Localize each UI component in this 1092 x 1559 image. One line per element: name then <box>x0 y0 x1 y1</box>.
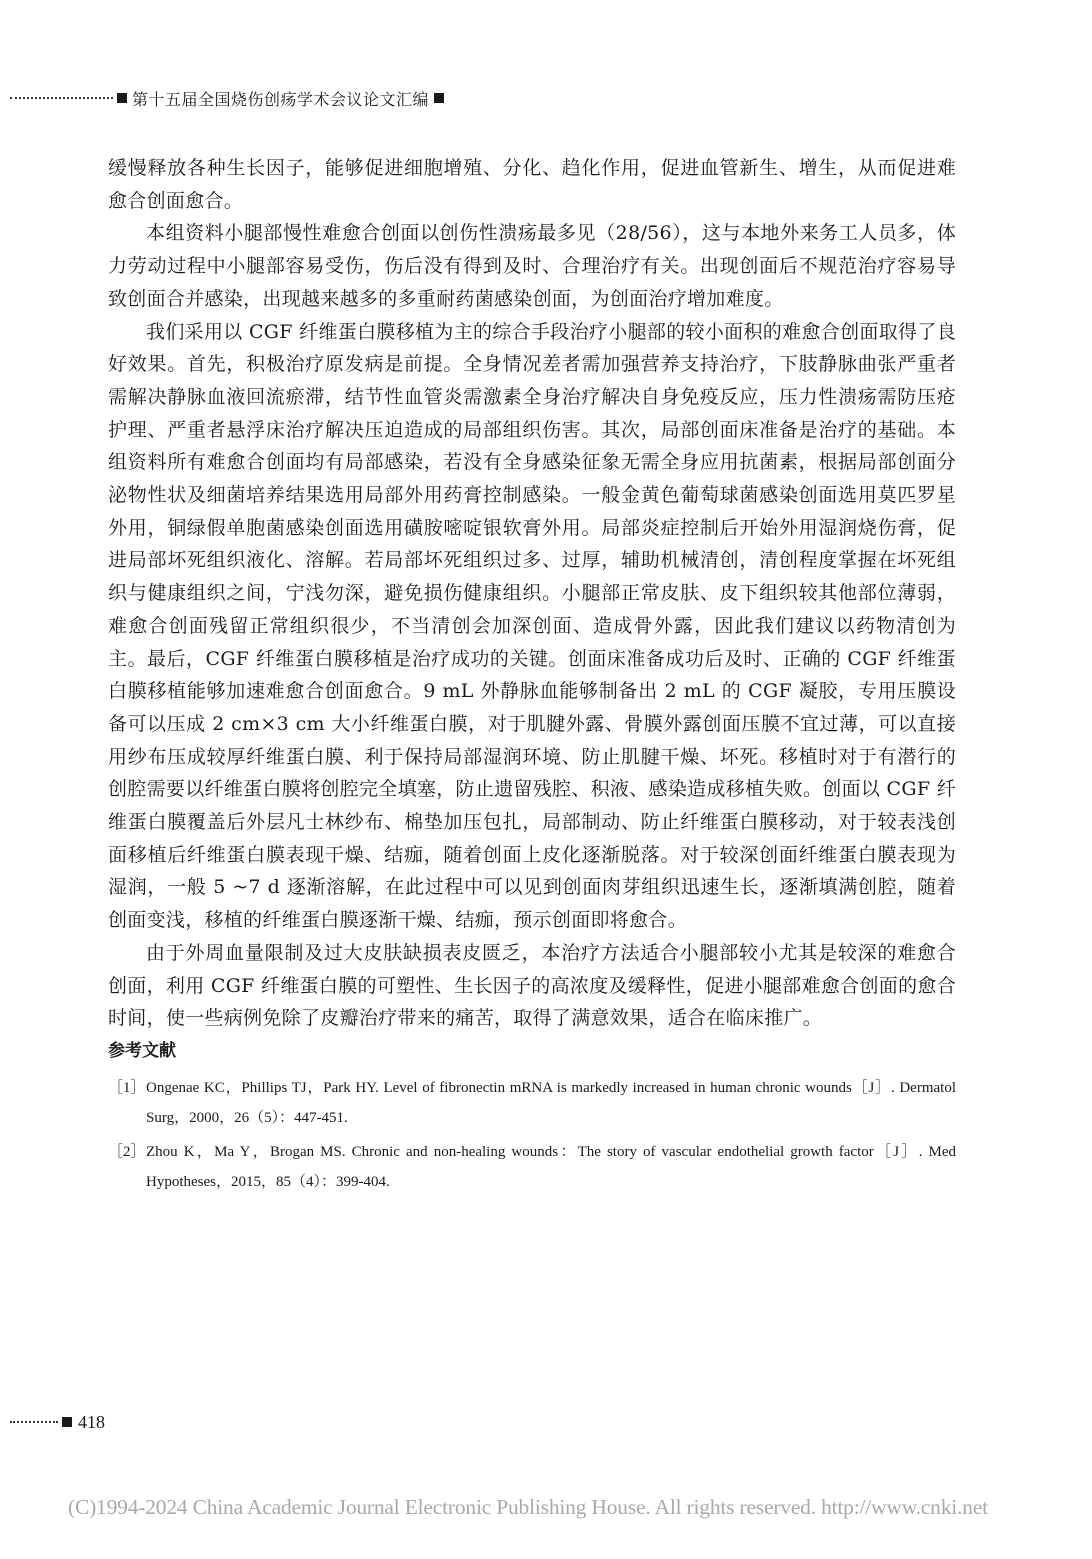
page-footer <box>10 1410 105 1434</box>
main-body <box>108 152 956 1201</box>
copyright-notice: (C)1994-2024 China Academic Journal Electronic Publishing House. All rights reserved. http://www.cnki.net <box>68 1495 988 1519</box>
page-number: 418 <box>78 1411 105 1432</box>
references-heading: 参考文献 <box>108 1040 176 1061</box>
footer-square-icon <box>62 1417 72 1427</box>
header-title: 第十五届全国烧伤创疡学术会议论文汇编 <box>132 89 430 109</box>
header-square-left-icon <box>117 93 127 103</box>
header-dotted-rule <box>10 97 113 99</box>
paragraph-continued: 缓慢释放各种生长因子，能够促进细胞增殖、分化、趋化作用，促进血管新生、增生，从而促进难愈合创面愈合。 <box>108 157 956 212</box>
reference-item <box>108 1137 956 1197</box>
paragraph: 我们采用以 CGF 纤维蛋白膜移植为主的综合手段治疗小腿部的较小面积的难愈合创面取得了良好效果。首先，积极治疗原发病是前提。全身情况差者需加强营养支持治疗，下肢静脉曲张严重者需解决静脉血液回流瘀滞，结节性血管炎需激素全身治疗解决自身免疫反应，压力性溃疡需防压疮护理、严重者悬浮床治疗解决压迫造成的局部组织伤害。其次，局部创面床准备是治疗的基础。本组资料所有难愈合创面均有局部感染，若没有全身感染征象无需全身应用抗菌素，根据局部创面分泌物性状及细菌培养结果选用局部外用药膏控制感染。一般金黄色葡萄球菌感染创面选用莫匹罗星外用，铜绿假单胞菌感染创面选用磺胺嘧啶银软膏外用。局部炎症控制后开始外用湿润烧伤膏，促进局部坏死组织液化、溶解。若局部坏死组织过多、过厚，辅助机械清创，清创程度掌握在坏死组织与健康组织之间，宁浅勿深，避免损伤健康组织。小腿部正常皮肤、皮下组织较其他部位薄弱，难愈合创面残留正常组织很少，不当清创会加深创面、造成骨外露，因此我们建议以药物清创为主。最后，CGF 纤维蛋白膜移植是治疗成功的关键。创面床准备成功后及时、正确的 CGF 纤维蛋白膜移植能够加速难愈合创面愈合。9 mL 外静脉血能够制备出 2 mL 的 CGF 凝胶，专用压膜设备可以压成 2 cm×3 cm 大小纤维蛋白膜，对于肌腱外露、骨膜外露创面压膜不宜过薄，可以直接用纱布压成较厚纤维蛋白膜、利于保持局部湿润环境、防止肌腱干燥、坏死。移植时对于有潜行的创腔需要以纤维蛋白膜将创腔完全填塞，防止遗留残腔、积液、感染造成移植失败。创面以 CGF 纤维蛋白膜覆盖后外层凡士林纱布、棉垫加压包扎，局部制动、防止纤维蛋白膜移动，对于较表浅创面移植后纤维蛋白膜表现干燥、结痂，随着创面上皮化逐渐脱落。对于较深创面纤维蛋白膜表现为湿润，一般 5 ~7 d 逐渐溶解，在此过程中可以见到创面肉芽组织迅速生长，逐渐填满创腔，随着创面变浅，移植的纤维蛋白膜逐渐干燥、结痂，预示创面即将愈合。 <box>108 320 956 932</box>
reference-number: ［1］ <box>108 1079 146 1096</box>
reference-item <box>108 1073 956 1133</box>
paragraph: 本组资料小腿部慢性难愈合创面以创伤性溃疡最多见（28/56），这与本地外来务工人员多，体力劳动过程中小腿部容易受伤，伤后没有得到及时、合理治疗有关。出现创面后不规范治疗容易导致创面合并感染，出现越来越多的多重耐药菌感染创面，为创面治疗增加难度。 <box>108 222 956 310</box>
reference-text: Zhou K，Ma Y，Brogan MS. Chronic and non-healing wounds：The story of vascular endothelial growth factor［J］. Med Hypotheses，2015，85（4）：399-404. <box>146 1143 956 1190</box>
running-header <box>10 86 490 110</box>
header-square-right-icon <box>434 93 444 103</box>
paragraph: 由于外周血量限制及过大皮肤缺损表皮匮乏，本治疗方法适合小腿部较小尤其是较深的难愈合创面，利用 CGF 纤维蛋白膜的可塑性、生长因子的高浓度及缓释性，促进小腿部难愈合创面的愈合时间，使一些病例免除了皮瓣治疗带来的痛苦，取得了满意效果，适合在临床推广。 <box>108 941 956 1030</box>
reference-number: ［2］ <box>108 1143 146 1160</box>
reference-text: Ongenae KC，Phillips TJ，Park HY. Level of fibronectin mRNA is markedly increased in human chronic wounds［J］. Dermatol Surg，2000，26（5）：447-451. <box>146 1079 956 1126</box>
footer-dotted-rule <box>10 1421 58 1423</box>
